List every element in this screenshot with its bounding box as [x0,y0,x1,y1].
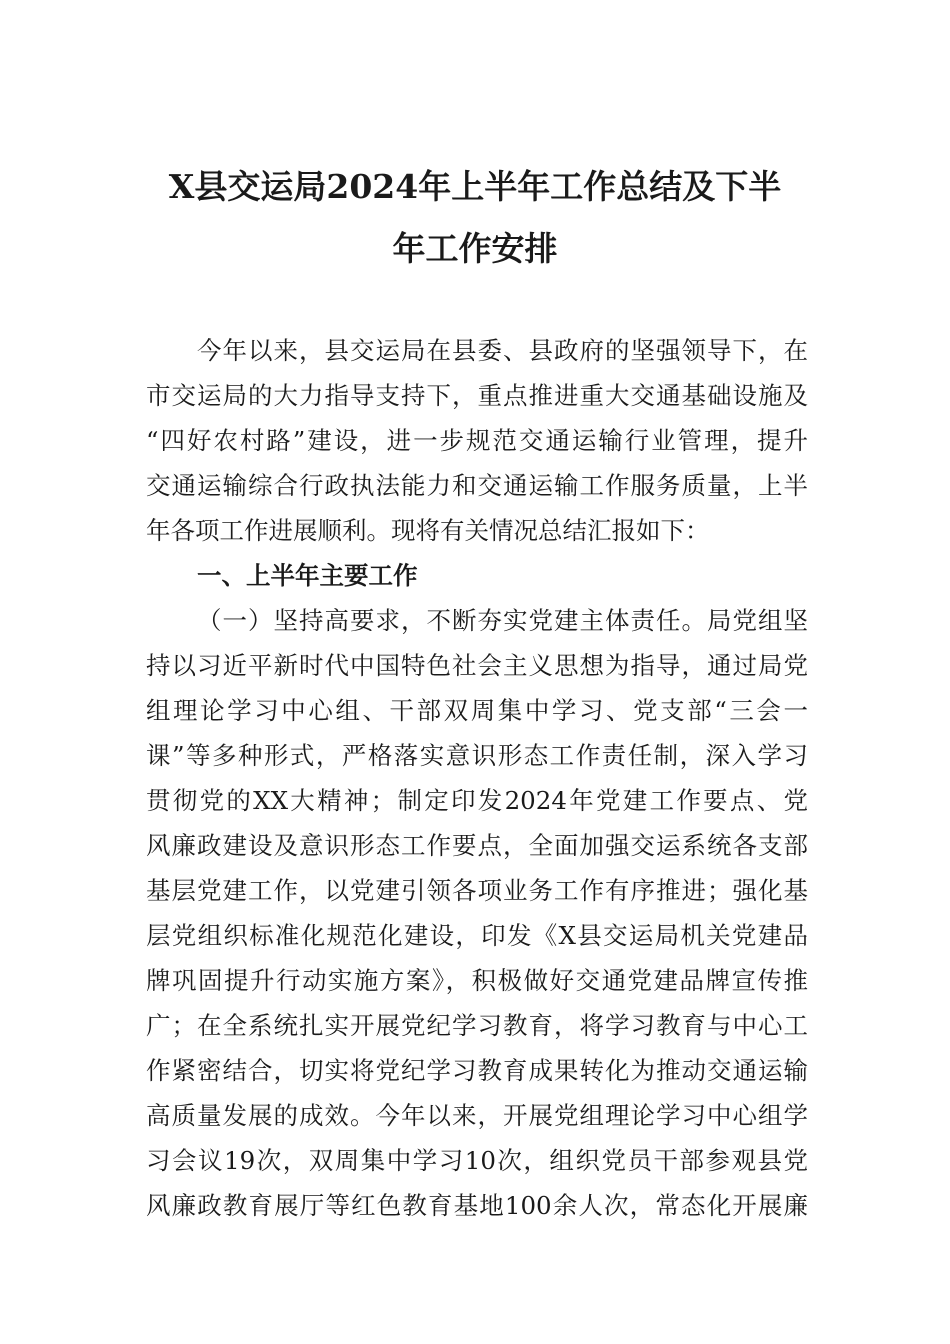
section-1-line: 层党组织标准化规范化建设，印发《X县交运局机关党建品 [146,921,808,950]
intro-line: 市交运局的大力指导支持下，重点推进重大交通基础设施及 [146,381,808,410]
document-body [146,328,808,1228]
section-1-line: 基层党建工作，以党建引领各项业务工作有序推进；强化基 [146,876,808,905]
intro-line: 今年以来，县交运局在县委、县政府的坚强领导下，在 [197,336,808,365]
section-heading: 一、上半年主要工作 [197,561,418,590]
intro-line: 年各项工作进展顺利。现将有关情况总结汇报如下： [146,516,710,545]
section-1-line: 广；在全系统扎实开展党纪学习教育，将学习教育与中心工 [146,1011,808,1040]
intro-line: “四好农村路”建设，进一步规范交通运输行业管理，提升 [146,426,808,455]
title-line-1: X县交运局2024年上半年工作总结及下半 [168,167,782,206]
section-1-line: 组理论学习中心组、干部双周集中学习、党支部“三会一 [146,696,808,725]
section-1-line: 风廉政教育展厅等红色教育基地100余人次，常态化开展廉 [146,1191,808,1220]
document-title [140,156,810,280]
intro-paragraph [146,328,808,553]
section-1-line: 牌巩固提升行动实施方案》，积极做好交通党建品牌宣传推 [146,966,808,995]
section-1-paragraph [146,598,808,1228]
title-line-2: 年工作安排 [392,229,558,268]
section-1-line: 风廉政建设及意识形态工作要点，全面加强交运系统各支部 [146,831,808,860]
section-1-line: （一）坚持高要求，不断夯实党建主体责任。局党组坚 [197,606,808,635]
section-1-line: 贯彻党的XX大精神；制定印发2024年党建工作要点、党 [146,786,808,815]
section-1-line: 持以习近平新时代中国特色社会主义思想为指导，通过局党 [146,651,808,680]
section-1-line: 习会议19次，双周集中学习10次，组织党员干部参观县党 [146,1146,808,1175]
intro-line: 交通运输综合行政执法能力和交通运输工作服务质量，上半 [146,471,808,500]
section-1-line: 课”等多种形式，严格落实意识形态工作责任制，深入学习 [146,741,808,770]
section-1-line: 作紧密结合，切实将党纪学习教育成果转化为推动交通运输 [146,1056,808,1085]
section-1-line: 高质量发展的成效。今年以来，开展党组理论学习中心组学 [146,1101,808,1130]
